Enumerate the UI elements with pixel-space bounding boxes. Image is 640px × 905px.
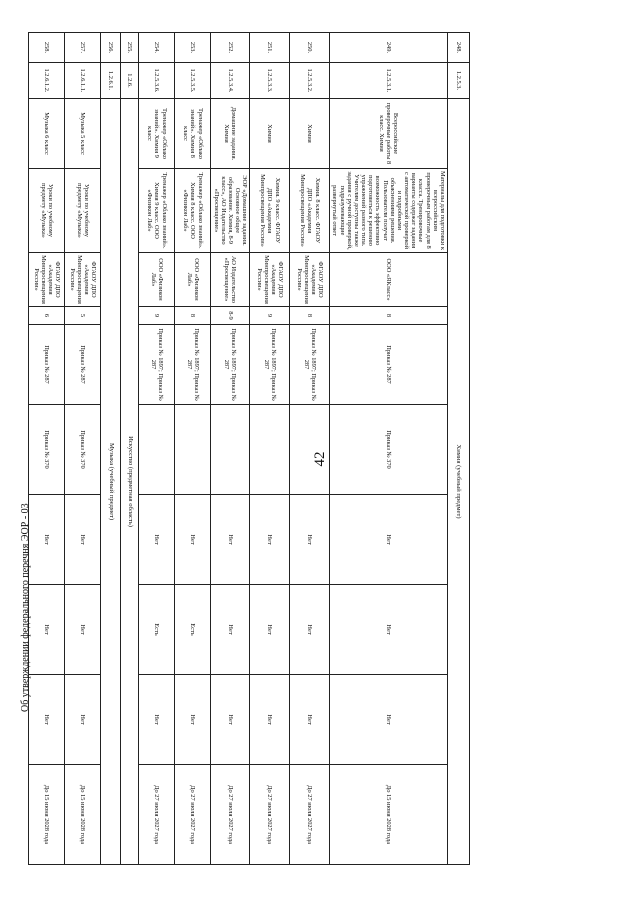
table-row — [211, 33, 250, 865]
code-cell: 1.2.6.1.2. — [29, 63, 65, 99]
row-number-cell: 253. — [175, 33, 211, 63]
order-cell: Приказ № 287 — [65, 325, 101, 405]
resource-name-cell: Домашние задания. Химия — [211, 99, 250, 169]
grade-cell: 6 — [29, 307, 65, 325]
flag-cell: Нет — [65, 675, 101, 765]
order-cell: Приказ № 370 — [29, 405, 65, 495]
code-cell: 1.2.6.1.1. — [65, 63, 101, 99]
resource-name-cell: Музыка 5 класс — [65, 99, 101, 169]
row-number-cell: 252. — [211, 33, 250, 63]
description-cell: Уроки по учебному предмету «Музыка» — [29, 169, 65, 253]
table-row — [290, 33, 330, 865]
flag-cell: Есть — [139, 585, 175, 675]
row-number-cell: 248. — [448, 33, 470, 63]
row-number-cell: 256. — [101, 33, 121, 63]
flag-cell: Нет — [330, 675, 448, 765]
order-cell — [211, 405, 250, 495]
section-label-cell: Музыка (учебный предмет) — [101, 99, 121, 865]
flag-cell: Нет — [250, 585, 290, 675]
resource-name-cell: Химия — [290, 99, 330, 169]
table-row — [139, 33, 175, 865]
document-table-wrapper — [32, 32, 470, 864]
row-number-cell: 251. — [250, 33, 290, 63]
flag-cell: Нет — [330, 585, 448, 675]
order-cell: Приказ № 1897; Приказ № 287 — [290, 325, 330, 405]
grade-cell: 8-9 — [211, 307, 250, 325]
table-row — [330, 33, 448, 865]
flag-cell: Нет — [175, 495, 211, 585]
section-label-cell: Искусство (предметная область) — [121, 99, 139, 865]
flag-cell: Нет — [211, 495, 250, 585]
organization-cell: ООО «Физикон Лаб» — [139, 253, 175, 307]
flag-cell: Нет — [211, 585, 250, 675]
grade-cell: 9 — [250, 307, 290, 325]
row-number-cell: 250. — [290, 33, 330, 63]
flag-cell: Есть — [175, 585, 211, 675]
flag-cell: Нет — [250, 675, 290, 765]
organization-cell: ФГАОУ ДПО «Академия Минпросвещения России» — [250, 253, 290, 307]
grade-cell: 8 — [175, 307, 211, 325]
table-row — [65, 33, 101, 865]
term-cell: До 27 июля 2027 года — [139, 765, 175, 865]
code-cell: 1.2.5.3.4. — [211, 63, 250, 99]
page-number: 42 — [312, 451, 328, 467]
table-row — [175, 33, 211, 865]
flag-cell: Нет — [250, 495, 290, 585]
order-cell: Приказ № 370 — [65, 405, 101, 495]
resource-name-cell: Химия — [250, 99, 290, 169]
organization-cell: ФГАОУ ДПО «Академия Минпросвещения России» — [290, 253, 330, 307]
code-cell: 1.2.5.3.6. — [139, 63, 175, 99]
table-body — [29, 33, 470, 865]
order-cell: Приказ № 370 — [330, 405, 448, 495]
flag-cell: Нет — [65, 495, 101, 585]
code-cell: 1.2.5.3.5. — [175, 63, 211, 99]
flag-cell: Нет — [330, 495, 448, 585]
term-cell: До 27 июля 2027 года — [250, 765, 290, 865]
flag-cell: Нет — [29, 585, 65, 675]
grade-cell: 8 — [330, 307, 448, 325]
order-cell: Приказ № 1897; Приказ № 287 — [175, 325, 211, 405]
organization-cell: ООО «Физикон Лаб» — [175, 253, 211, 307]
order-cell: Приказ № 287 — [330, 325, 448, 405]
document-table — [28, 32, 470, 865]
order-cell: Приказ № 1897; Приказ № 287 — [250, 325, 290, 405]
description-cell: Тренажер «Облако знаний». Химия 9 класс. ООО «Физикон Лаб» — [139, 169, 175, 253]
description-cell: Химия. 9 класс. ФГАОУ ДПО «Академия Минпросвещения России» — [250, 169, 290, 253]
flag-cell: Нет — [290, 675, 330, 765]
table-row — [29, 33, 65, 865]
order-cell — [139, 405, 175, 495]
description-cell: Химия. 8 класс. ФГАОУ ДПО «Академия Минпросвещения России» — [290, 169, 330, 253]
flag-cell: Нет — [290, 585, 330, 675]
flag-cell: Нет — [29, 675, 65, 765]
section-row — [121, 33, 139, 865]
code-cell: 1.2.6. — [121, 63, 139, 99]
organization-cell: АО Издательство «Просвещение» — [211, 253, 250, 307]
row-number-cell: 254. — [139, 33, 175, 63]
term-cell: До 27 июля 2027 года — [290, 765, 330, 865]
description-cell: ЭОР «Домашние задания. Основное общее образование. Химия, 8-9 класс», АО Издательство «Просвещение» — [211, 169, 250, 253]
description-cell: Материалы для подготовки к всероссийским проверочным работам для 8 класса. Тренировочные варианты содержат задания с автоматической проверкой и подробными объяснениями решения. Пользователи получат возможность эффективно подготовиться к решению упражнений разного типа. Учителям доступны также задания с ручной проверкой, подразумевающие развернутый ответ — [330, 169, 448, 253]
description-cell: Тренажер «Облако знаний». Химия 8 класс. ООО «Физикон Лаб» — [175, 169, 211, 253]
term-cell: До 15 июня 2028 года — [330, 765, 448, 865]
flag-cell: Нет — [139, 675, 175, 765]
table-row — [250, 33, 290, 865]
row-number-cell: 257. — [65, 33, 101, 63]
term-cell: До 15 июня 2028 года — [65, 765, 101, 865]
order-cell: Приказ № 1897; Приказ № 287 — [139, 325, 175, 405]
grade-cell: 5 — [65, 307, 101, 325]
order-cell — [290, 405, 330, 495]
section-row — [448, 33, 470, 865]
code-cell: 1.2.5.3.2. — [290, 63, 330, 99]
code-cell: 1.2.5.3.3. — [250, 63, 290, 99]
resource-name-cell: Музыка 6 класс — [29, 99, 65, 169]
description-cell: Уроки по учебному предмету «Музыка» — [65, 169, 101, 253]
organization-cell: ФГАОУ ДПО «Академия Минпросвещения России» — [29, 253, 65, 307]
grade-cell: 8 — [290, 307, 330, 325]
order-cell: Приказ № 1897; Приказ № 287 — [211, 325, 250, 405]
row-number-cell: 255. — [121, 33, 139, 63]
flag-cell: Нет — [65, 585, 101, 675]
resource-name-cell: Тренажер «Облако знаний». Химия 8 класс — [175, 99, 211, 169]
term-cell: До 27 июля 2027 года — [175, 765, 211, 865]
row-number-cell: 249. — [330, 33, 448, 63]
order-cell — [175, 405, 211, 495]
section-row — [101, 33, 121, 865]
resource-name-cell: Всероссийские проверочные работы 8 класс. Химия — [330, 99, 448, 169]
grade-cell: 9 — [139, 307, 175, 325]
flag-cell: Нет — [175, 675, 211, 765]
flag-cell: Нет — [29, 495, 65, 585]
organization-cell: ООО «ЯКласс» — [330, 253, 448, 307]
order-cell: Приказ № 287 — [29, 325, 65, 405]
flag-cell: Нет — [290, 495, 330, 585]
footer-note: Об утверждении федерального перечня ЭОР - 03 — [20, 503, 31, 712]
term-cell: До 27 июля 2027 года — [211, 765, 250, 865]
flag-cell: Нет — [139, 495, 175, 585]
code-cell: 1.2.5.3.1. — [330, 63, 448, 99]
row-number-cell: 258. — [29, 33, 65, 63]
organization-cell: ФГАОУ ДПО «Академия Минпросвещения России» — [65, 253, 101, 307]
order-cell — [250, 405, 290, 495]
code-cell: 1.2.6.1. — [101, 63, 121, 99]
term-cell: До 15 июня 2028 года — [29, 765, 65, 865]
resource-name-cell: Тренажер «Облако знаний». Химия 9 класс — [139, 99, 175, 169]
code-cell: 1.2.5.3. — [448, 63, 470, 99]
flag-cell: Нет — [211, 675, 250, 765]
section-label-cell: Химия (учебный предмет) — [448, 99, 470, 865]
